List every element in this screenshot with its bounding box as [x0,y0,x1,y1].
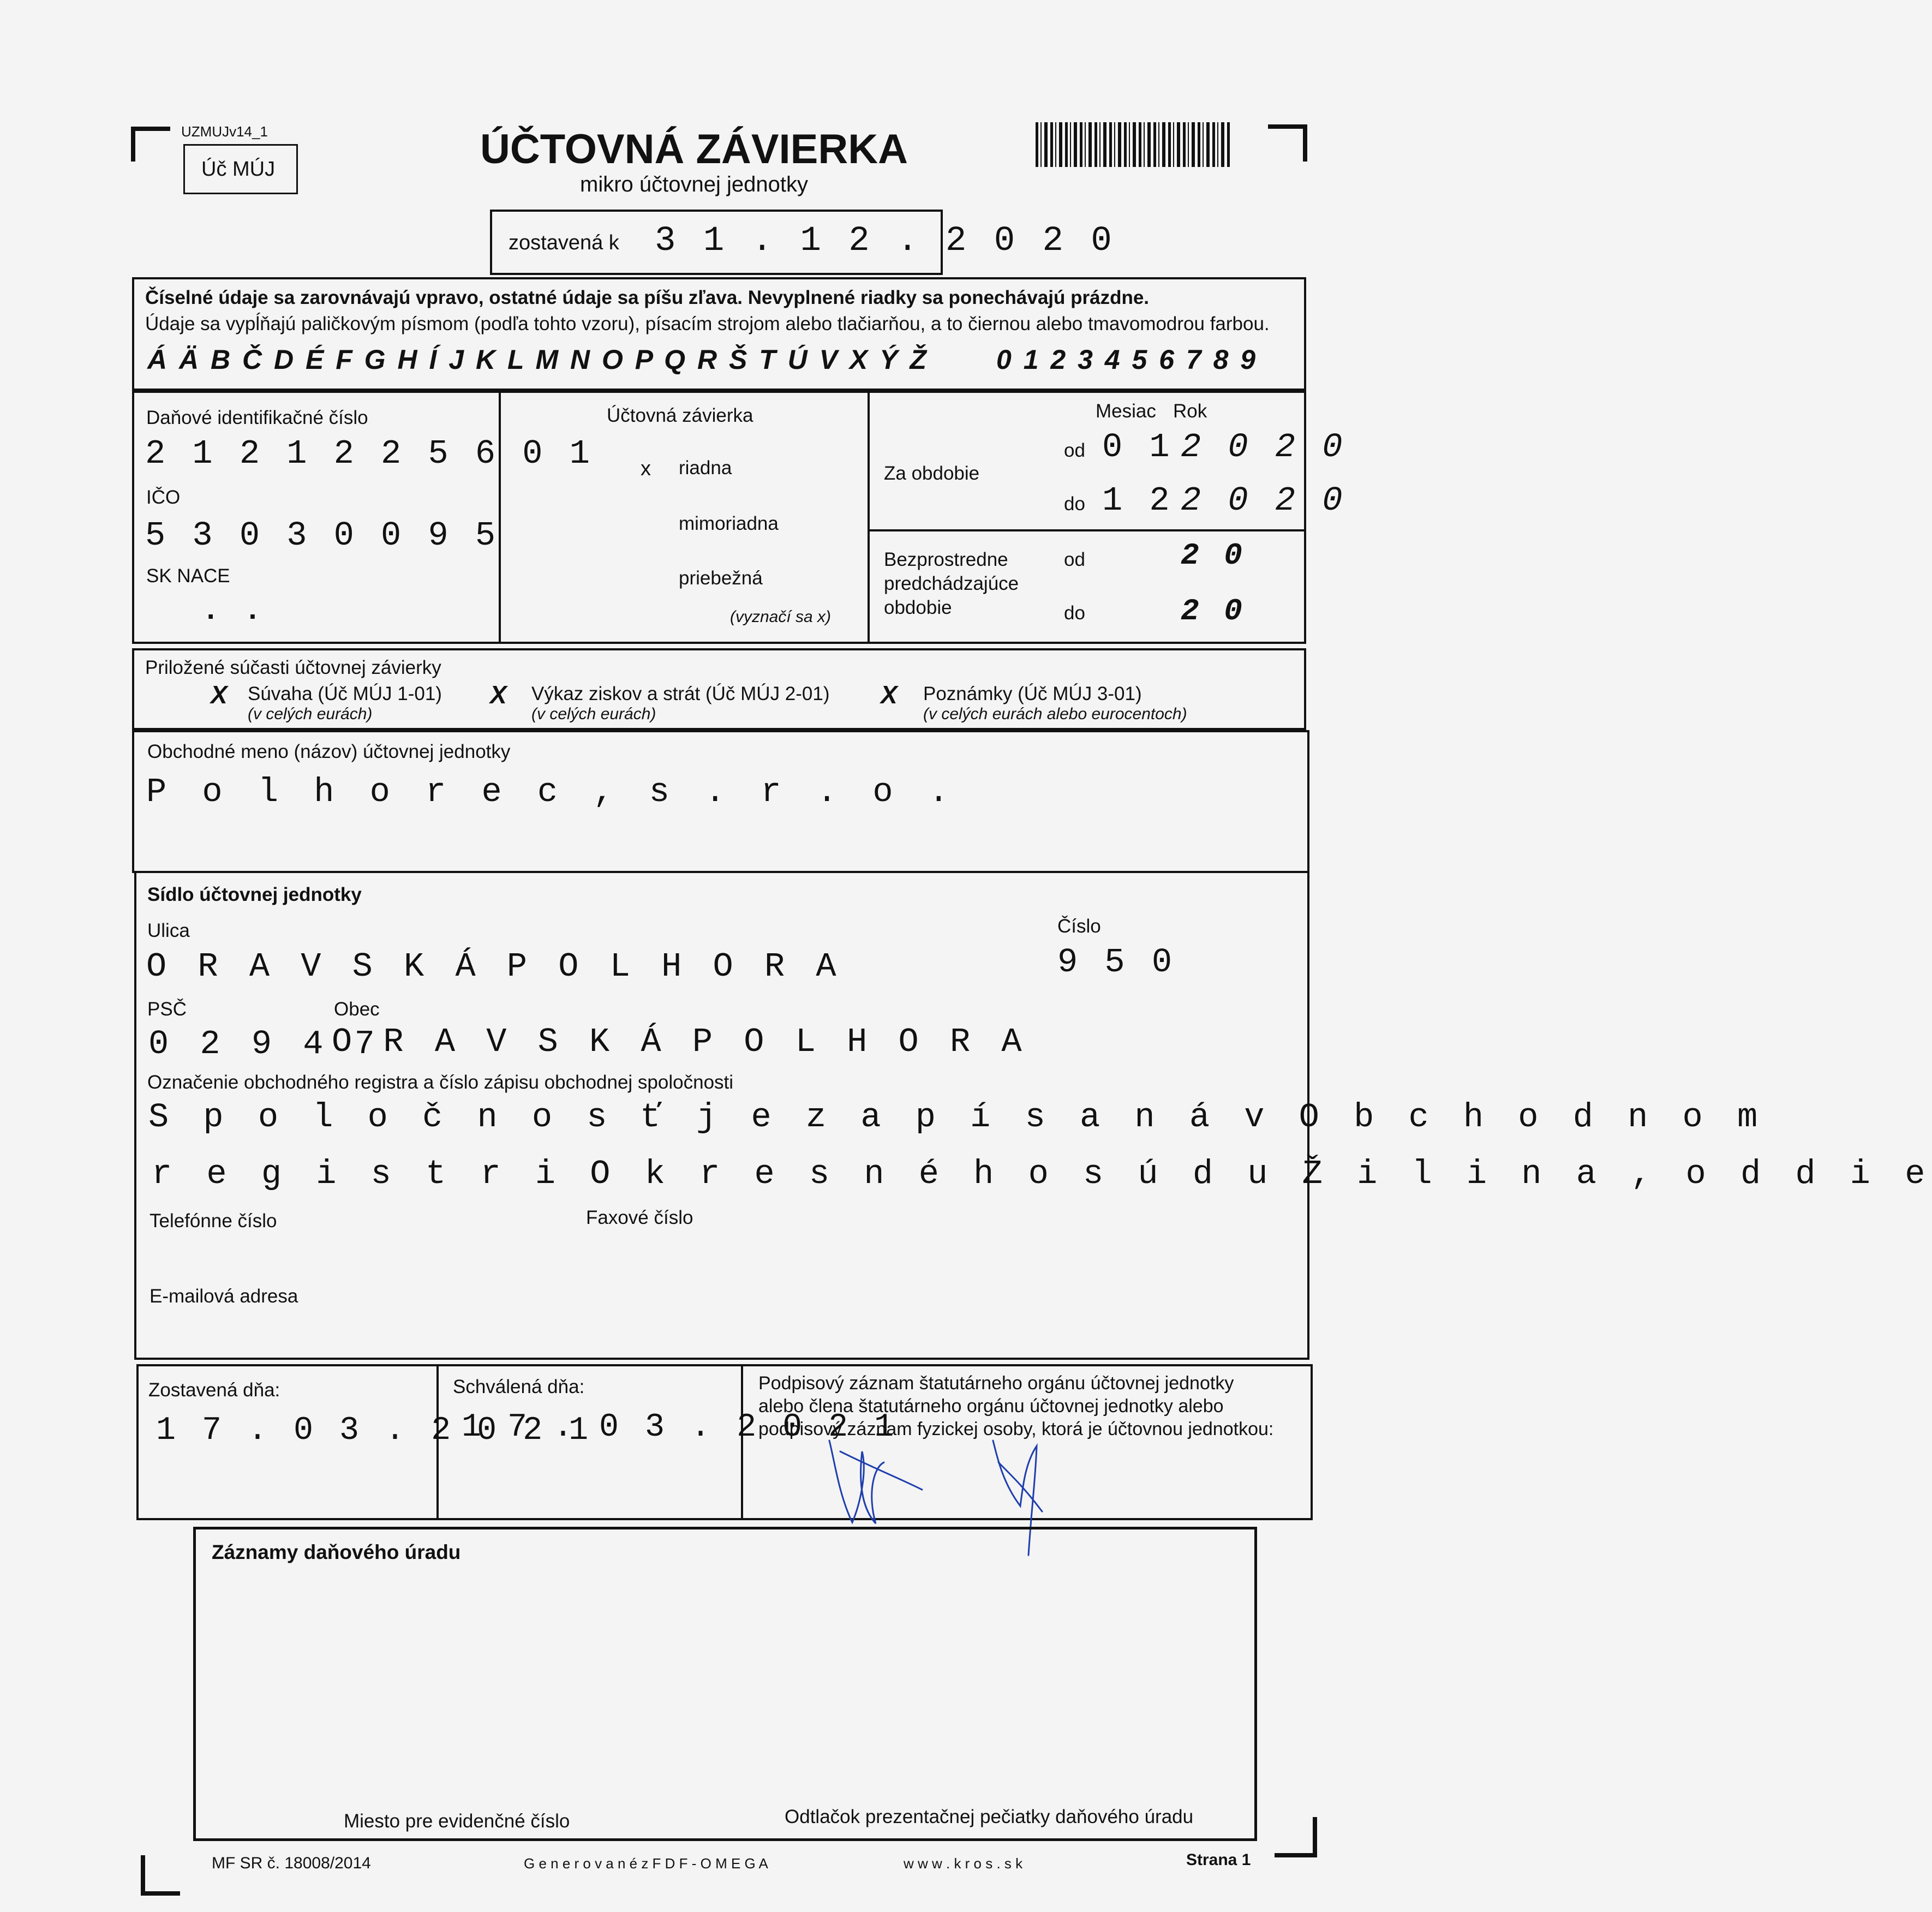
email-label: E-mailová adresa [149,1286,298,1307]
prev-to-year[interactable]: 2 0 [1181,594,1246,629]
statement-opt-regular[interactable]: riadna [679,457,732,479]
statement-mark[interactable]: x [641,457,651,480]
prev-period-label-3: obdobie [884,597,952,618]
barcode [1036,122,1230,167]
register-label: Označenie obchodného registra a číslo zápisu obchodnej spoločnosti [147,1072,734,1093]
period-to-year[interactable]: 2 0 2 0 [1181,481,1346,520]
footer-page-number: Strana 1 [1186,1851,1251,1869]
attachment-2-label: Výkaz ziskov a strát (Úč MÚJ 2-01) [531,683,830,704]
footer-website[interactable]: w w w . k r o s . s k [904,1855,1023,1872]
divider-2 [868,391,870,644]
evidence-number-caption: Miesto pre evidenčné číslo [344,1811,570,1832]
business-name-value[interactable]: P o l h o r e c , s . r . o . [146,773,956,811]
corner-mark-bottom-right [1313,1817,1317,1856]
form-code: UZMUJv14_1 [181,123,268,140]
compiled-label: Zostavená dňa: [148,1379,280,1401]
divider-period [868,529,1306,531]
ico-label: IČO [146,487,181,508]
attachment-1-note: (v celých eurách) [248,705,373,723]
nace-label: SK NACE [146,565,230,587]
prev-to-label: do [1064,602,1085,624]
attachment-1-mark[interactable]: X [211,680,228,709]
attachment-3-note: (v celých eurách alebo eurocentoch) [923,705,1187,723]
form-box-text: Úč MÚJ [201,158,276,181]
period-label: Za obdobie [884,463,980,484]
stamp-caption: Odtlačok prezentačnej pečiatky daňového úradu [785,1806,1194,1827]
signature-text-1: Podpisový záznam štatutárneho orgánu účtovnej jednotky [758,1373,1234,1394]
number-value[interactable]: 9 5 0 [1057,943,1176,982]
phone-label: Telefónne číslo [149,1210,277,1232]
page-subtitle: mikro účtovnej jednotky [580,172,808,196]
divider-1 [499,391,501,644]
street-label: Ulica [147,920,190,941]
instructions-letters: Á Ä B Č D É F G H Í J K L M N O P Q R Š T Ú V X Ý Ž [147,344,929,375]
period-from-label: od [1064,440,1085,461]
street-value[interactable]: O R A V S K Á P O L H O R A [146,947,842,986]
footer-form-reference: MF SR č. 18008/2014 [212,1854,371,1872]
instructions-line2: Údaje sa vypĺňajú paličkovým písmom (podľa tohto vzoru), písacím strojom alebo tlačiarňou, a to čiernou alebo tmavomodrou farbou. [145,313,1270,334]
statement-opt-extraordinary[interactable]: mimoriadna [679,513,779,534]
footer-generated: G e n e r o v a n é z F D F - O M E G A [524,1855,768,1872]
ico-value[interactable]: 5 3 0 3 0 0 9 5 [145,516,499,555]
prev-from-year[interactable]: 2 0 [1181,538,1246,573]
signature-text-2: alebo člena štatutárneho orgánu účtovnej jednotky alebo [758,1396,1224,1417]
period-from-month[interactable]: 0 1 [1102,428,1173,467]
business-name-label: Obchodné meno (názov) účtovnej jednotky [147,741,511,762]
attachment-3-mark[interactable]: X [881,680,898,709]
prepared-date-box [490,210,1115,275]
attachment-2-note: (v celých eurách) [531,705,656,723]
zip-label: PSČ [147,999,187,1020]
corner-mark-bottom-left [141,1855,145,1895]
dic-label: Daňové identifikačné číslo [146,407,368,428]
statement-note: (vyznačí sa x) [730,608,832,626]
month-label: Mesiac [1096,401,1156,422]
instructions-digits: 0 1 2 3 4 5 6 7 8 9 [996,344,1258,375]
city-label: Obec [334,999,380,1020]
dic-value[interactable]: 2 1 2 1 2 2 5 6 0 1 [145,434,593,473]
zip-value[interactable]: 0 2 9 4 7 [148,1025,380,1063]
prev-from-label: od [1064,549,1085,570]
approved-label: Schválená dňa: [453,1376,585,1397]
register-line-2[interactable]: r e g i s t r i O k r e s n é h o s ú d u Ž i l i n a , o d d i e [152,1155,1932,1193]
prev-period-label-2: predchádzajúce [884,573,1019,594]
year-label: Rok [1173,401,1207,422]
tax-office-heading: Záznamy daňového úradu [212,1541,461,1563]
prepared-date: 3 1 . 1 2 . 2 0 2 0 [655,222,1115,261]
fax-label: Faxové číslo [586,1207,693,1228]
prepared-label: zostavená k [509,231,619,254]
instructions-line1: Číselné údaje sa zarovnávajú vpravo, ostatné údaje sa píšu zľava. Nevyplnené riadky sa ponechávajú prázdne. [145,287,1150,308]
period-to-month[interactable]: 1 2 [1102,481,1173,520]
attachments-heading: Priložené súčasti účtovnej závierky [145,657,441,678]
period-to-label: do [1064,493,1085,515]
statement-heading: Účtovná závierka [607,405,753,426]
attachment-3-label: Poznámky (Úč MÚJ 3-01) [923,683,1142,704]
corner-mark-bottom-left-h [141,1891,180,1896]
statement-opt-interim[interactable]: priebežná [679,567,763,589]
attachment-1-label: Súvaha (Úč MÚJ 1-01) [248,683,442,704]
nace-value[interactable]: . . [202,595,265,628]
attachment-2-mark[interactable]: X [490,680,507,709]
corner-mark-bottom-right-h [1275,1853,1317,1857]
register-line-1[interactable]: S p o l o č n o s ť j e z a p í s a n á v O b c h o d n o m [148,1098,1765,1137]
tax-office-section [193,1527,1257,1841]
prev-period-label-1: Bezprostredne [884,549,1008,570]
seat-heading: Sídlo účtovnej jednotky [147,884,362,905]
city-value[interactable]: O R A V S K Á P O L H O R A [332,1023,1027,1061]
period-from-year[interactable]: 2 0 2 0 [1181,428,1346,467]
page-title: ÚČTOVNÁ ZÁVIERKA [480,126,908,172]
number-label: Číslo [1057,916,1101,937]
approved-value[interactable]: 1 7 . 0 3 . 2 0 2 1 [462,1409,898,1446]
instructions-box [132,277,1306,391]
compiled-value[interactable]: 1 7 . 0 3 . 2 0 2 1 [156,1412,592,1449]
signature-text-3: podpisový záznam fyzickej osoby, ktorá je účtovnou jednotkou: [758,1419,1274,1439]
